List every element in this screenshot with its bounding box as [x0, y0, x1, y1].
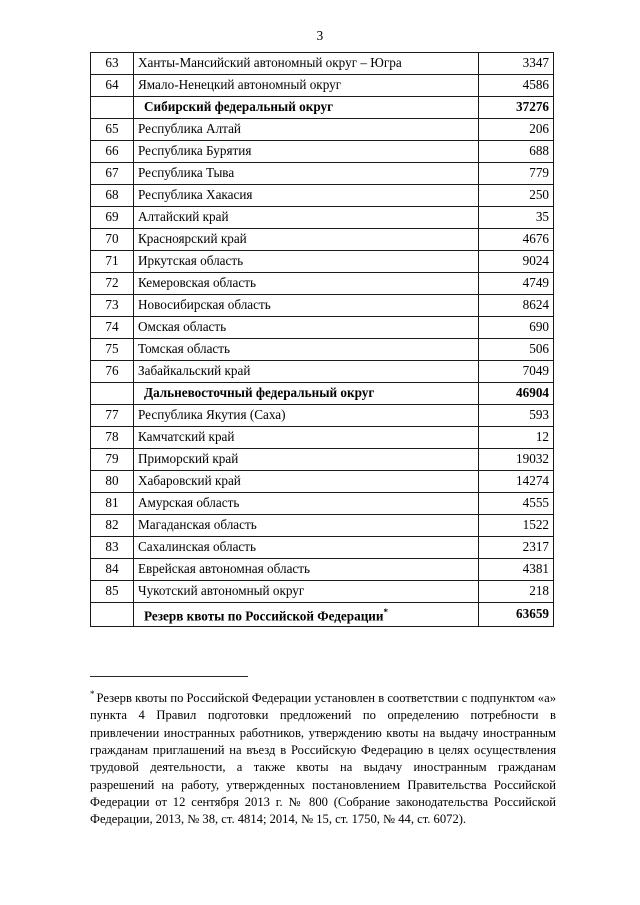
- row-number-cell: 81: [91, 493, 134, 515]
- row-quota-value-cell: 2317: [479, 537, 554, 559]
- row-quota-value-cell: 690: [479, 317, 554, 339]
- region-label: Красноярский край: [138, 231, 247, 246]
- region-label: Алтайский край: [138, 209, 229, 224]
- row-number-cell: 69: [91, 207, 134, 229]
- row-region-name-cell: [134, 185, 479, 207]
- row-number-cell: 71: [91, 251, 134, 273]
- row-number-cell: [91, 97, 134, 119]
- table-row: [91, 427, 554, 449]
- footnote-reference-marker: *: [383, 607, 388, 617]
- row-region-name-cell: [134, 229, 479, 251]
- row-region-name-cell: [134, 53, 479, 75]
- region-label: Республика Тыва: [138, 165, 235, 180]
- row-quota-value-cell: 46904: [479, 383, 554, 405]
- table-row: [91, 537, 554, 559]
- table-row: [91, 493, 554, 515]
- table-row: [91, 361, 554, 383]
- row-quota-value-cell: 19032: [479, 449, 554, 471]
- region-label: Новосибирская область: [138, 297, 271, 312]
- table-row: [91, 405, 554, 427]
- table-row: [91, 141, 554, 163]
- row-region-name-cell: [134, 537, 479, 559]
- row-region-name-cell: [134, 163, 479, 185]
- row-quota-value-cell: 506: [479, 339, 554, 361]
- row-quota-value-cell: 1522: [479, 515, 554, 537]
- row-group-name-cell: [134, 603, 479, 627]
- table-row: [91, 229, 554, 251]
- table-row: [91, 97, 554, 119]
- table-row: [91, 163, 554, 185]
- table-row: [91, 53, 554, 75]
- row-number-cell: 63: [91, 53, 134, 75]
- region-label: Республика Бурятия: [138, 143, 252, 158]
- row-number-cell: 85: [91, 581, 134, 603]
- row-number-cell: 79: [91, 449, 134, 471]
- region-label: Чукотский автономный округ: [138, 583, 305, 598]
- row-region-name-cell: [134, 471, 479, 493]
- row-number-cell: 66: [91, 141, 134, 163]
- row-region-name-cell: [134, 405, 479, 427]
- table-row: [91, 559, 554, 581]
- row-quota-value-cell: 779: [479, 163, 554, 185]
- table-row: [91, 317, 554, 339]
- region-label: Иркутская область: [138, 253, 244, 268]
- row-quota-value-cell: 7049: [479, 361, 554, 383]
- row-quota-value-cell: 206: [479, 119, 554, 141]
- row-number-cell: [91, 603, 134, 627]
- region-label: Хабаровский край: [138, 473, 241, 488]
- quota-table: [90, 52, 554, 627]
- row-quota-value-cell: 35: [479, 207, 554, 229]
- footnote-separator-rule: [90, 676, 248, 677]
- row-number-cell: 75: [91, 339, 134, 361]
- region-label: Томская область: [138, 341, 231, 356]
- row-region-name-cell: [134, 119, 479, 141]
- row-number-cell: 83: [91, 537, 134, 559]
- table-row: [91, 75, 554, 97]
- row-region-name-cell: [134, 339, 479, 361]
- row-quota-value-cell: 4381: [479, 559, 554, 581]
- row-number-cell: 77: [91, 405, 134, 427]
- table-row: [91, 515, 554, 537]
- row-quota-value-cell: 4586: [479, 75, 554, 97]
- region-label: Ханты-Мансийский автономный округ – Югра: [138, 55, 402, 70]
- table-row: [91, 273, 554, 295]
- row-region-name-cell: [134, 559, 479, 581]
- table-row: [91, 603, 554, 627]
- footnote-block: [90, 686, 556, 829]
- row-quota-value-cell: 8624: [479, 295, 554, 317]
- row-region-name-cell: [134, 581, 479, 603]
- row-quota-value-cell: 4749: [479, 273, 554, 295]
- table-row: [91, 339, 554, 361]
- row-number-cell: 64: [91, 75, 134, 97]
- row-number-cell: 73: [91, 295, 134, 317]
- row-region-name-cell: [134, 251, 479, 273]
- row-region-name-cell: [134, 75, 479, 97]
- table-row: [91, 295, 554, 317]
- page-number: 3: [316, 28, 324, 43]
- row-group-name-cell: [134, 97, 479, 119]
- region-label: Республика Алтай: [138, 121, 241, 136]
- region-label: Республика Якутия (Саха): [138, 407, 286, 422]
- row-number-cell: 82: [91, 515, 134, 537]
- region-label: Резерв квоты по Российской Федерации: [144, 608, 384, 624]
- row-quota-value-cell: 218: [479, 581, 554, 603]
- row-quota-value-cell: 593: [479, 405, 554, 427]
- quota-table-container: [90, 52, 553, 627]
- row-number-cell: 65: [91, 119, 134, 141]
- table-row: [91, 207, 554, 229]
- row-region-name-cell: [134, 449, 479, 471]
- table-row: [91, 471, 554, 493]
- table-row: [91, 119, 554, 141]
- quota-table-body: [91, 53, 554, 627]
- footnote-text: Резерв квоты по Российской Федерации установлен в соответствии с подпунктом «а» пункта 4 Правил подготовки предложений по определению потребности в привлечении иностранных работников, утверждению квоты на выдачу иностранным гражданам приглашений на въезд в Российскую Федерацию в целях осуществления трудовой деятельности, а также квоты на выдачу иностранным гражданам разрешений на работу, утвержденных постановлением Правительства Российской Федерации от 12 сентября 2013 г. № 800 (Собрание законодательства Российской Федерации, 2013, № 38, ст. 4814; 2014, № 15, ст. 1750, № 44, ст. 6072).: [90, 691, 556, 827]
- row-region-name-cell: [134, 141, 479, 163]
- row-quota-value-cell: 4555: [479, 493, 554, 515]
- row-number-cell: 78: [91, 427, 134, 449]
- row-quota-value-cell: 3347: [479, 53, 554, 75]
- region-label: Дальневосточный федеральный округ: [144, 385, 375, 400]
- row-number-cell: 70: [91, 229, 134, 251]
- table-row: [91, 185, 554, 207]
- row-quota-value-cell: 63659: [479, 603, 554, 627]
- row-region-name-cell: [134, 427, 479, 449]
- row-number-cell: 76: [91, 361, 134, 383]
- region-label: Магаданская область: [138, 517, 257, 532]
- table-row: [91, 449, 554, 471]
- row-region-name-cell: [134, 207, 479, 229]
- region-label: Забайкальский край: [138, 363, 251, 378]
- row-region-name-cell: [134, 361, 479, 383]
- region-label: Республика Хакасия: [138, 187, 253, 202]
- row-region-name-cell: [134, 317, 479, 339]
- region-label: Сахалинская область: [138, 539, 257, 554]
- row-number-cell: 74: [91, 317, 134, 339]
- region-label: Сибирский федеральный округ: [144, 99, 334, 114]
- table-row: [91, 251, 554, 273]
- row-region-name-cell: [134, 273, 479, 295]
- row-number-cell: [91, 383, 134, 405]
- row-quota-value-cell: 688: [479, 141, 554, 163]
- region-label: Камчатский край: [138, 429, 235, 444]
- row-number-cell: 72: [91, 273, 134, 295]
- row-number-cell: 67: [91, 163, 134, 185]
- row-number-cell: 84: [91, 559, 134, 581]
- region-label: Еврейская автономная область: [138, 561, 311, 576]
- region-label: Амурская область: [138, 495, 240, 510]
- row-region-name-cell: [134, 493, 479, 515]
- row-quota-value-cell: 37276: [479, 97, 554, 119]
- region-label: Омская область: [138, 319, 227, 334]
- row-region-name-cell: [134, 515, 479, 537]
- row-quota-value-cell: 9024: [479, 251, 554, 273]
- row-region-name-cell: [134, 295, 479, 317]
- table-row: [91, 383, 554, 405]
- row-quota-value-cell: 12: [479, 427, 554, 449]
- footnote-marker: *: [90, 689, 95, 699]
- row-group-name-cell: [134, 383, 479, 405]
- row-quota-value-cell: 14274: [479, 471, 554, 493]
- table-row: [91, 581, 554, 603]
- region-label: Приморский край: [138, 451, 239, 466]
- row-number-cell: 68: [91, 185, 134, 207]
- row-number-cell: 80: [91, 471, 134, 493]
- region-label: Кемеровская область: [138, 275, 256, 290]
- row-quota-value-cell: 250: [479, 185, 554, 207]
- region-label: Ямало-Ненецкий автономный округ: [138, 77, 342, 92]
- row-quota-value-cell: 4676: [479, 229, 554, 251]
